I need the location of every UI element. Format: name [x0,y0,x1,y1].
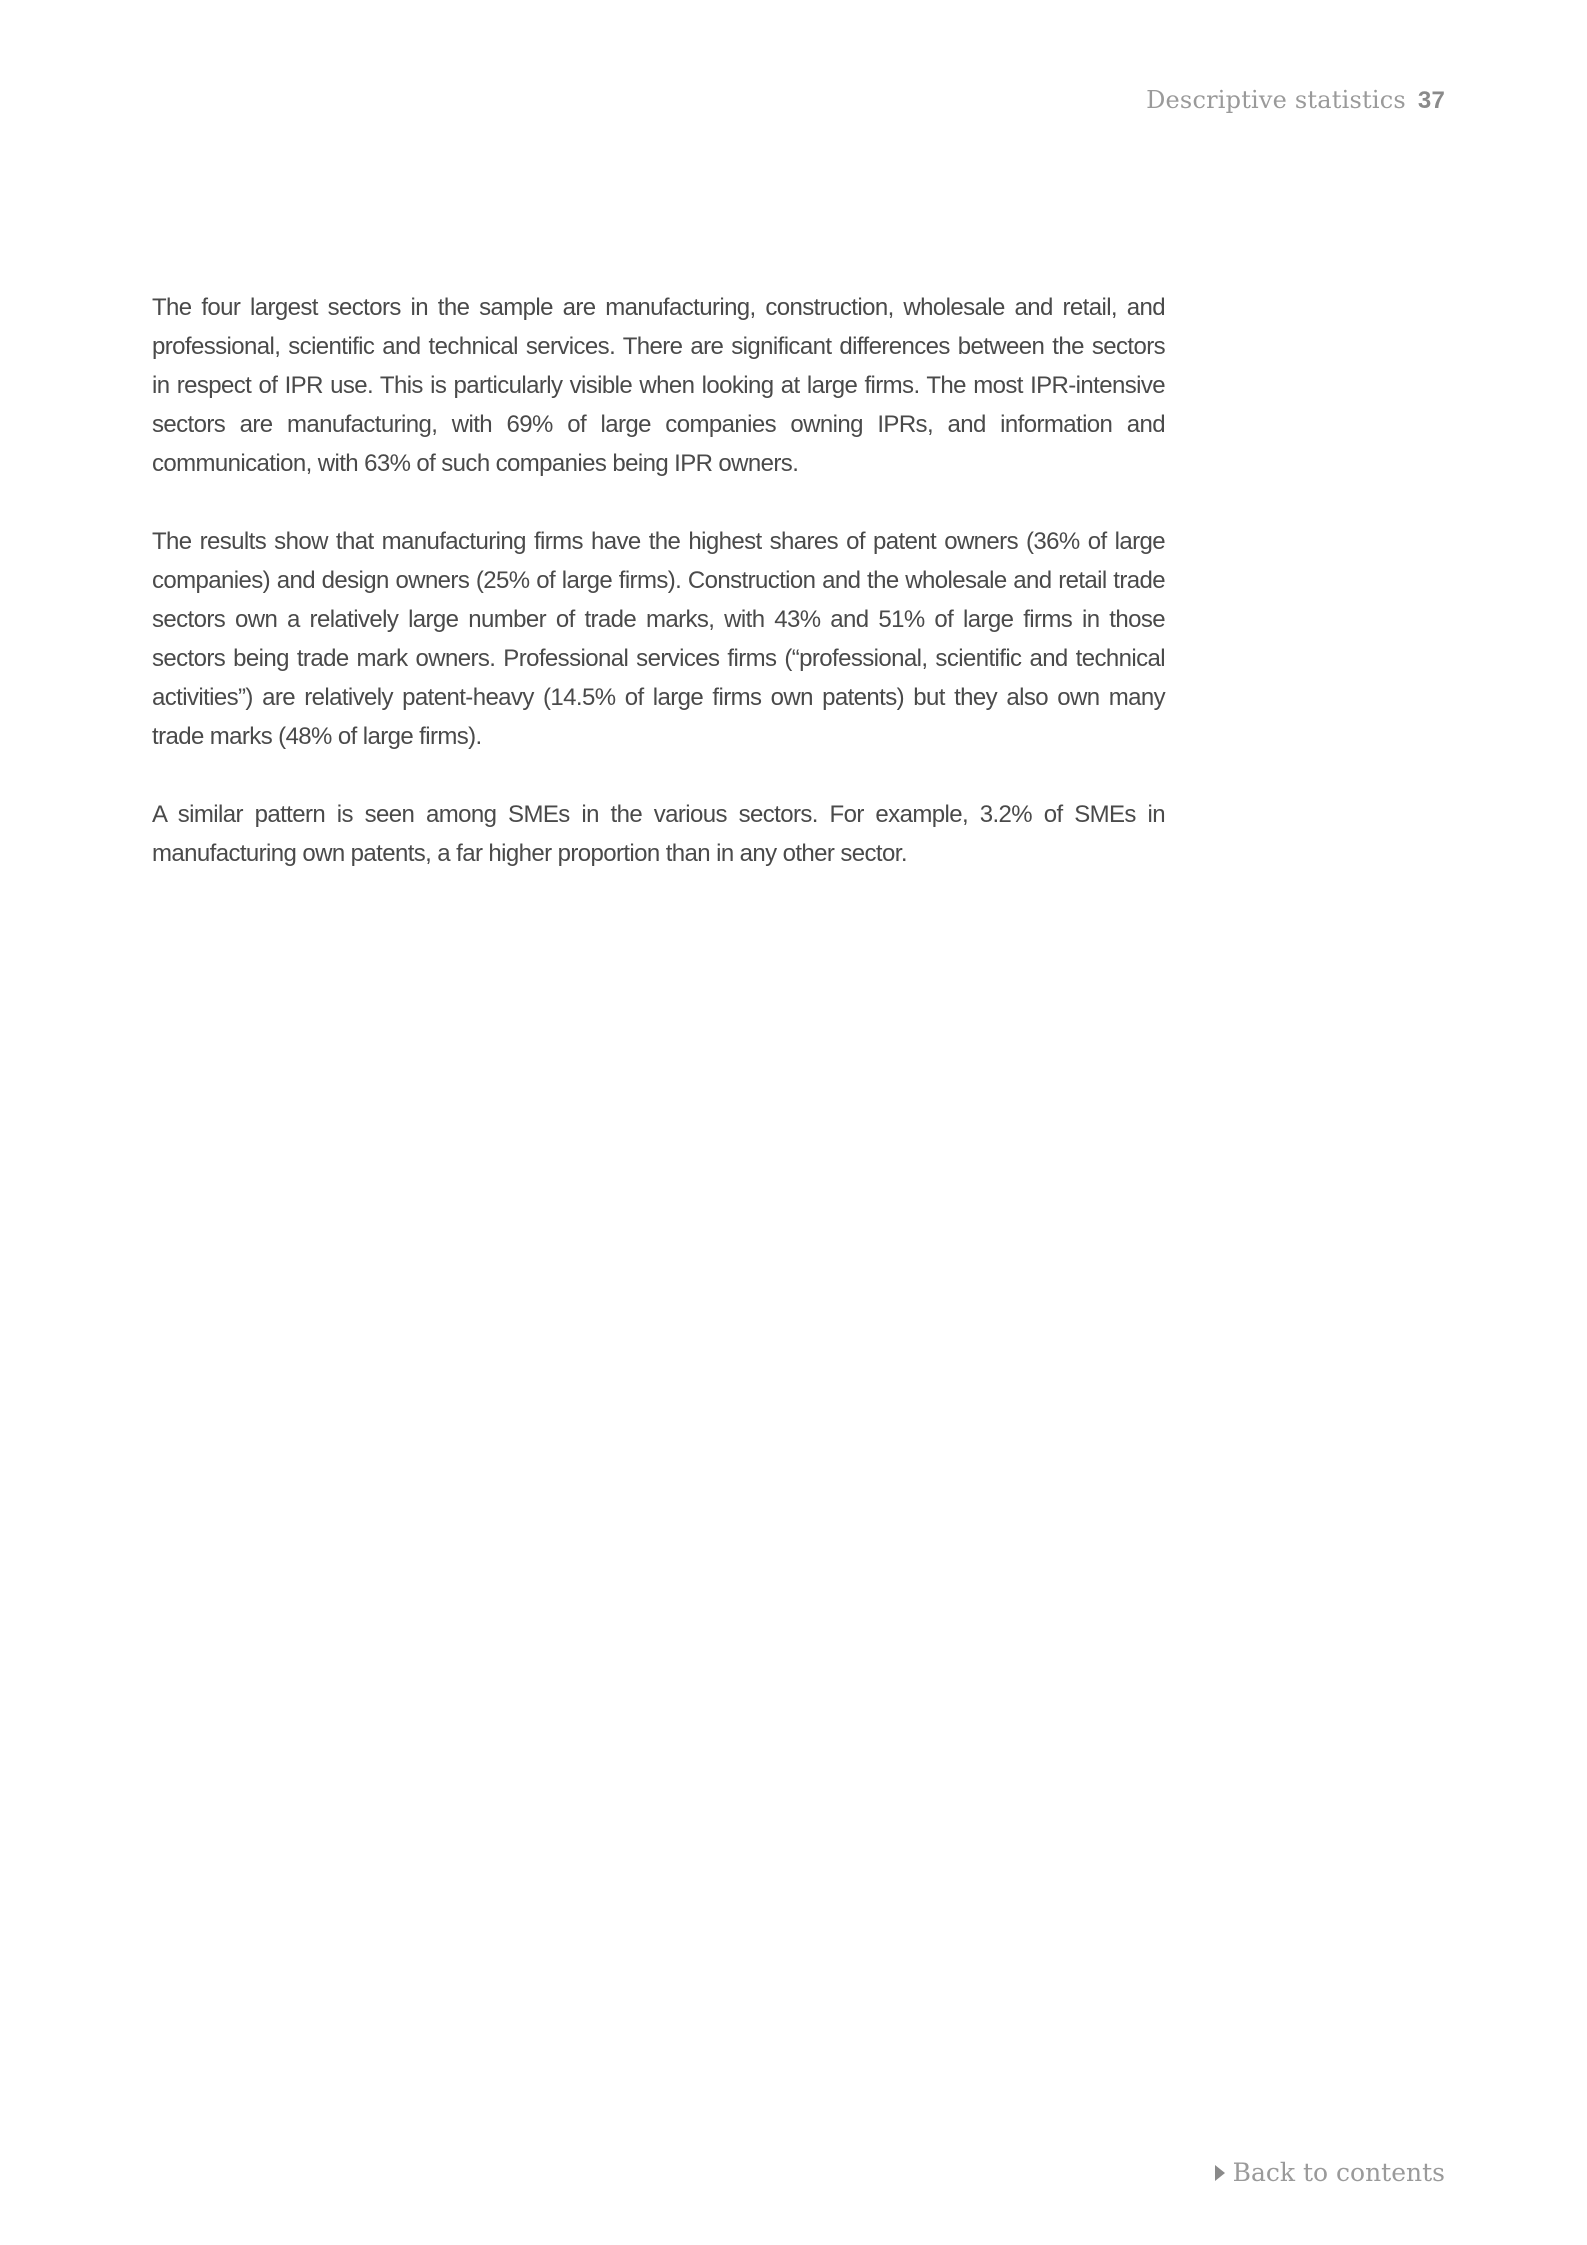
paragraph: The results show that manufacturing firms have the highest shares of patent owners (36% of large companies) and design owners (25% of large firms). Construction and the wholesale and retail trade sectors own a relatively large number of trade marks, with 43% and 51% of large firms in those sectors being trade mark owners. Professional services firms (“professional, scientific and technical activities”) are relatively patent-heavy (14.5% of large firms own patents) but they also own many trade marks (48% of large firms). [152,528,1165,750]
paragraph: A similar pattern is seen among SMEs in the various sectors. For example, 3.2% of SMEs in manufacturing own patents, a far higher proportion than in any other sector. [152,801,1165,867]
back-to-contents-label: Back to contents [1232,2158,1445,2187]
triangle-right-icon [1215,2165,1225,2181]
running-header [1146,86,1445,115]
section-title: Descriptive statistics [1146,86,1406,114]
page-number: 37 [1417,87,1445,114]
back-to-contents-link[interactable] [1215,2158,1445,2187]
paragraph: The four largest sectors in the sample are manufacturing, construction, wholesale and retail, and professional, scientific and technical services. There are significant differences between the sectors in respect of IPR use. This is particularly visible when looking at large firms. The most IPR-intensive sectors are manufacturing, with 69% of large companies owning IPRs, and information and communication, with 63% of such companies being IPR owners. [152,294,1165,477]
body-text [152,288,1165,912]
